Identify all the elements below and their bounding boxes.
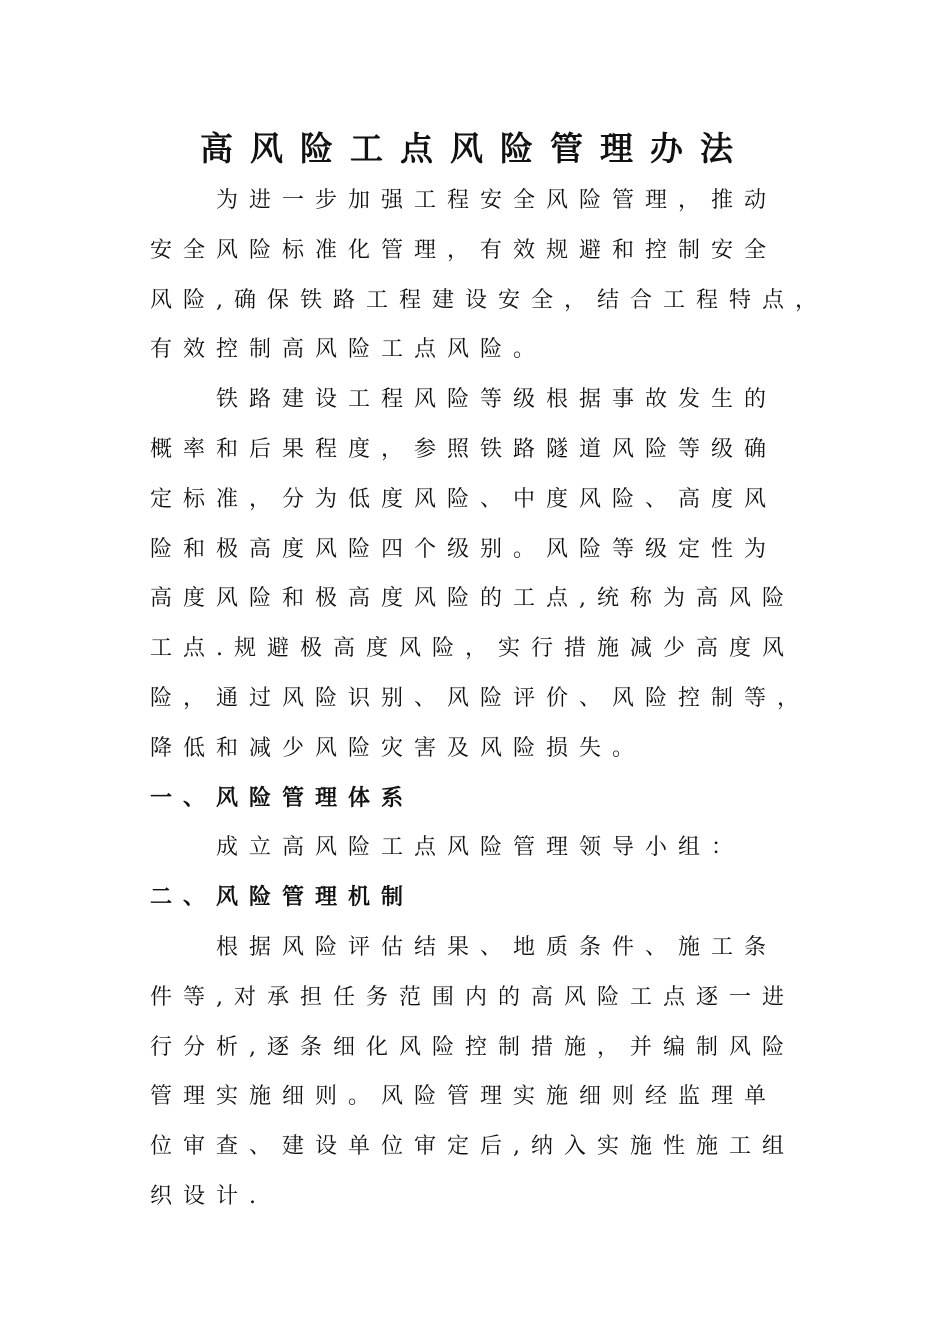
paragraph-line: 险和极高度风险四个级别。风险等级定性为 bbox=[150, 536, 778, 562]
paragraph-line: 定标准，分为低度风险、中度风险、高度风 bbox=[150, 486, 778, 512]
section-heading-risk-system: 一、风险管理体系 bbox=[150, 784, 415, 811]
paragraph-line: 概率和后果程度，参照铁路隧道风险等级确 bbox=[150, 436, 778, 462]
paragraph-line: 降低和减少风险灾害及风险损失。 bbox=[150, 735, 646, 761]
paragraph-line: 织设计. bbox=[150, 1183, 267, 1209]
paragraph-line: 为进一步加强工程安全风险管理，推动 bbox=[216, 188, 778, 213]
paragraph-line: 工点.规避极高度风险，实行措施减少高度风 bbox=[150, 636, 795, 662]
paragraph-line: 风险,确保铁路工程建设安全，结合工程特点， bbox=[150, 287, 828, 313]
paragraph-line: 管理实施细则。风险管理实施细则经监理单 bbox=[150, 1084, 778, 1110]
paragraph-line: 险，通过风险识别、风险评价、风险控制等， bbox=[150, 685, 811, 711]
paragraph-line: 安全风险标准化管理，有效规避和控制安全 bbox=[150, 237, 778, 263]
paragraph-line: 高度风险和极高度风险的工点,统称为高风险 bbox=[150, 586, 795, 612]
document-body bbox=[150, 176, 830, 1222]
paragraph-line: 铁路建设工程风险等级根据事故发生的 bbox=[216, 387, 778, 413]
paragraph-line: 有效控制高风险工点风险。 bbox=[150, 337, 547, 363]
paragraph-line: 成立高风险工点风险管理领导小组： bbox=[216, 835, 745, 861]
paragraph-line: 位审查、建设单位审定后,纳入实施性施工组 bbox=[150, 1134, 795, 1160]
document-title: 高风险工点风险管理办法 bbox=[200, 129, 750, 168]
paragraph-line: 根据风险评估结果、地质条件、施工条 bbox=[216, 934, 778, 960]
paragraph-line: 行分析,逐条细化风险控制措施，并编制风险 bbox=[150, 1034, 795, 1060]
paragraph-line: 件等,对承担任务范围内的高风险工点逐一进 bbox=[150, 984, 795, 1010]
section-heading-risk-mechanism: 二、风险管理机制 bbox=[150, 884, 415, 911]
